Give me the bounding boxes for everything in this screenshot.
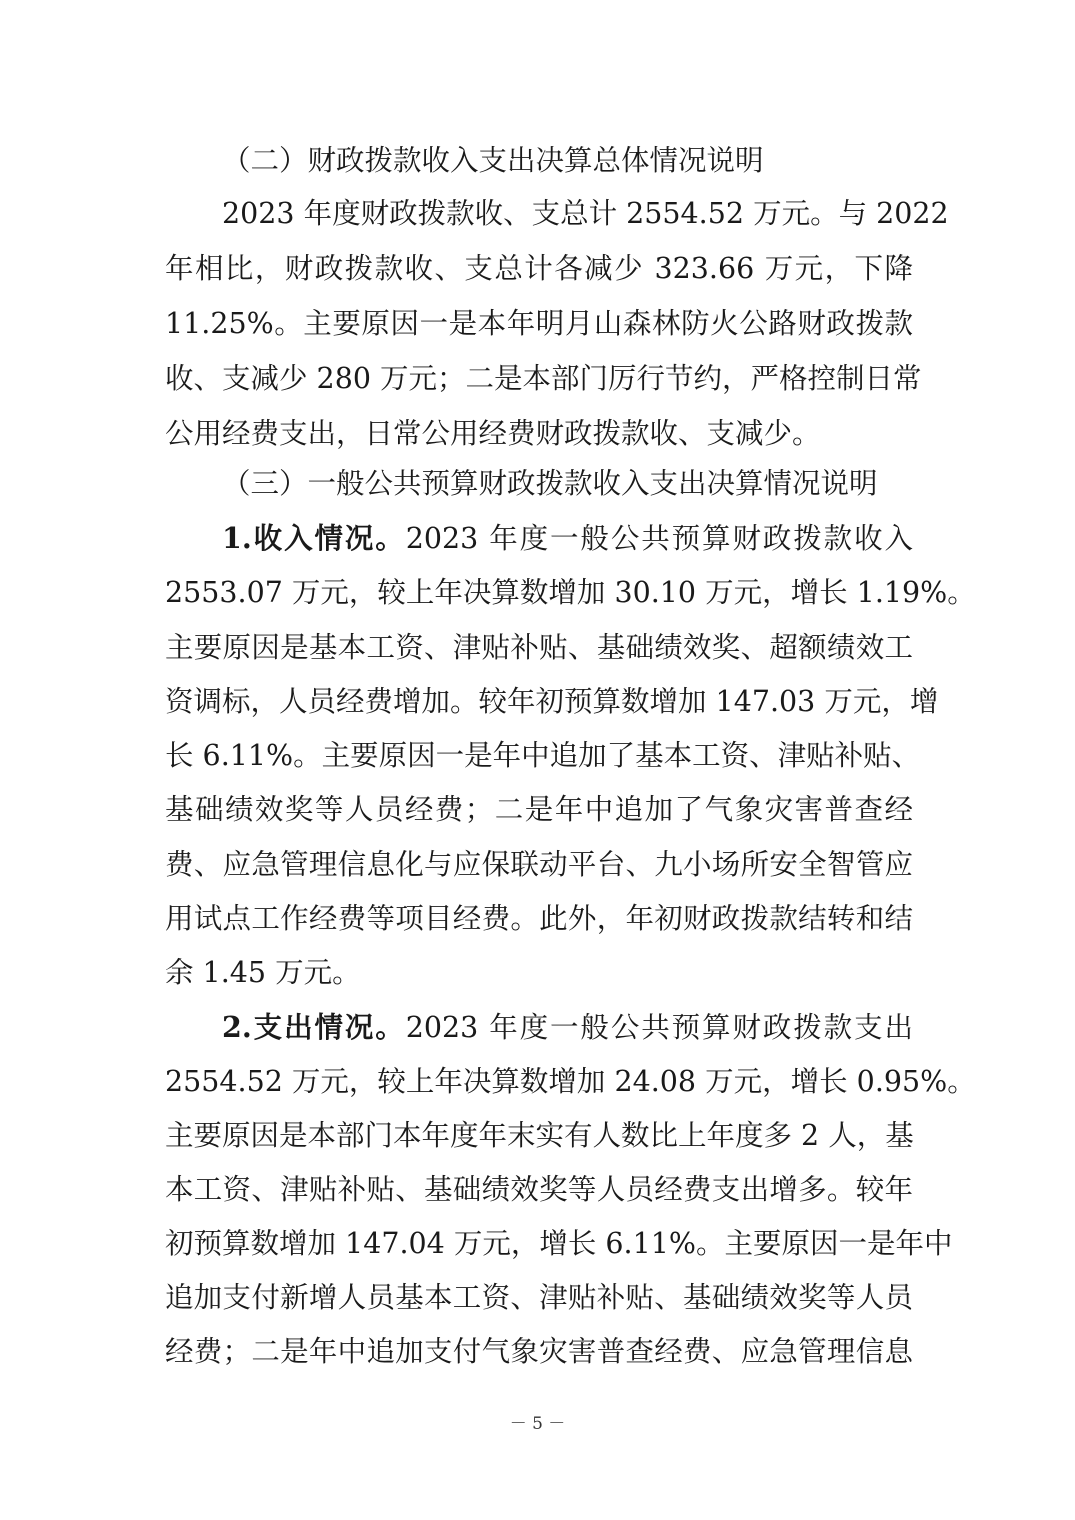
paragraph-line: 长 6.11%。主要原因一是年中追加了基本工资、津贴补贴、 <box>165 739 921 772</box>
expense-first-line: 2023 年度一般公共预算财政拨款支出 <box>405 1011 913 1044</box>
page-number: － 5 － <box>509 1414 566 1434</box>
paragraph-line <box>222 1010 913 1044</box>
paragraph-line: 费、应急管理信息化与应保联动平台、九小场所安全智管应 <box>165 848 913 881</box>
paragraph-line: 2554.52 万元，较上年决算数增加 24.08 万元，增长 0.95%。 <box>165 1065 976 1098</box>
paragraph-line: 11.25%。主要原因一是本年明月山森林防火公路财政拨款 <box>165 307 913 340</box>
paragraph-line: 主要原因是基本工资、津贴补贴、基础绩效奖、超额绩效工 <box>165 631 913 664</box>
paragraph-line: 2023 年度财政拨款收、支总计 2554.52 万元。与 2022 <box>222 197 949 230</box>
section-heading-2: （二）财政拨款收入支出决算总体情况说明 <box>222 144 764 177</box>
paragraph-line: 主要原因是本部门本年度年末实有人数比上年度多 2 人，基 <box>165 1119 914 1152</box>
expense-label: 2.支出情况。 <box>222 1010 406 1044</box>
paragraph-line: 收、支减少 280 万元；二是本部门厉行节约，严格控制日常 <box>165 362 922 395</box>
paragraph-line: 资调标，人员经费增加。较年初预算数增加 147.03 万元，增 <box>165 685 939 718</box>
paragraph-line: 追加支付新增人员基本工资、津贴补贴、基础绩效奖等人员 <box>165 1281 913 1314</box>
paragraph-line: 年相比，财政拨款收、支总计各减少 323.66 万元，下降 <box>165 252 913 285</box>
paragraph-line: 经费；二是年中追加支付气象灾害普查经费、应急管理信息 <box>165 1335 913 1368</box>
paragraph-line: 基础绩效奖等人员经费；二是年中追加了气象灾害普查经 <box>165 793 913 826</box>
paragraph-line: 本工资、津贴补贴、基础绩效奖等人员经费支出增多。较年 <box>165 1173 913 1206</box>
income-first-line: 2023 年度一般公共预算财政拨款收入 <box>405 522 913 555</box>
income-label: 1.收入情况。 <box>222 521 406 555</box>
paragraph-line: 公用经费支出，日常公用经费财政拨款收、支减少。 <box>165 417 821 450</box>
paragraph-line: 2553.07 万元，较上年决算数增加 30.10 万元，增长 1.19%。 <box>165 576 976 609</box>
paragraph-line: 用试点工作经费等项目经费。此外，年初财政拨款结转和结 <box>165 902 913 935</box>
paragraph-line <box>222 521 913 555</box>
paragraph-line: 初预算数增加 147.04 万元，增长 6.11%。主要原因一是年中 <box>165 1227 953 1260</box>
paragraph-line: 余 1.45 万元。 <box>165 956 361 989</box>
section-heading-3: （三）一般公共预算财政拨款收入支出决算情况说明 <box>222 467 878 500</box>
